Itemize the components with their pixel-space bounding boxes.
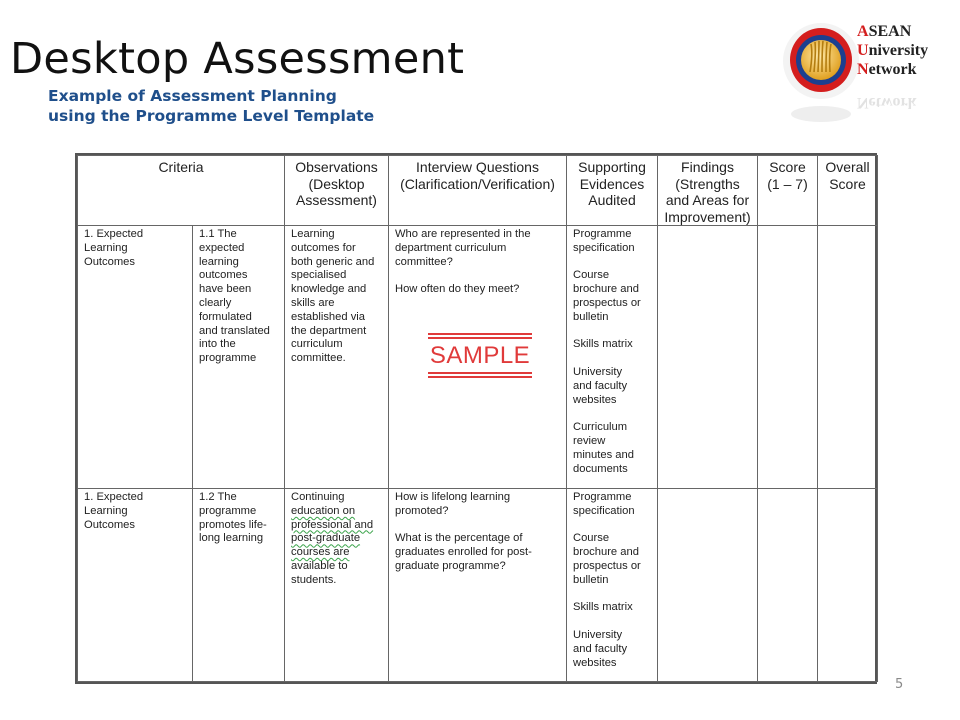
header-supporting-evidences: Supporting Evidences Audited xyxy=(567,156,658,226)
findings-cell xyxy=(658,226,758,489)
header-score: Score (1 – 7) xyxy=(758,156,818,226)
subtitle-line-2: using the Programme Level Template xyxy=(48,107,375,125)
evidences-cell: Programme specification Course brochure and prospectus or bulletin Skills matrix University and faculty websites Curriculum review minutes and documents xyxy=(567,226,658,489)
evidences-cell: Programme specification Course brochure and prospectus or bulletin Skills matrix University and faculty websites xyxy=(567,489,658,682)
table-row xyxy=(78,489,878,682)
header-overall-score: Overall Score xyxy=(818,156,878,226)
slide-title: Desktop Assessment xyxy=(10,34,465,84)
header-interview-questions: Interview Questions (Clarification/Verification) xyxy=(389,156,567,226)
subtitle-line-1: Example of Assessment Planning xyxy=(48,87,337,105)
assessment-table xyxy=(75,153,877,684)
table-header-row xyxy=(78,156,878,226)
criterion-cell: 1. Expected Learning Outcomes xyxy=(78,226,193,489)
criterion-cell: 1. Expected Learning Outcomes xyxy=(78,489,193,682)
questions-cell: How is lifelong learning promoted? What is the percentage of graduates enrolled for post- graduate programme? xyxy=(389,489,567,682)
overall-score-cell xyxy=(818,489,878,682)
header-observations: Observations (Desktop Assessment) xyxy=(285,156,389,226)
sample-stamp-text: SAMPLE xyxy=(429,342,531,369)
overall-score-cell xyxy=(818,226,878,489)
score-cell xyxy=(758,226,818,489)
page-number: 5 xyxy=(895,677,904,692)
score-cell xyxy=(758,489,818,682)
observations-cell: Learning outcomes for both generic and specialised knowledge and skills are established via the department curriculum committee. xyxy=(285,226,389,489)
slide-subtitle xyxy=(48,86,374,126)
observations-cell: Continuing education on professional and post-graduate courses are available to students. xyxy=(285,489,389,682)
sample-stamp xyxy=(428,333,532,379)
header-findings: Findings (Strengths and Areas for Improvement) xyxy=(658,156,758,226)
sub-criterion-cell: 1.2 The programme promotes life- long learning xyxy=(193,489,285,682)
header-criteria: Criteria xyxy=(78,156,285,226)
findings-cell xyxy=(658,489,758,682)
sub-criterion-cell: 1.1 The expected learning outcomes have been clearly formulated and translated into the programme xyxy=(193,226,285,489)
logo-wordmark: ASEAN University Network xyxy=(857,23,929,78)
logo-reflection: Network xyxy=(857,94,917,111)
questions-cell: Who are represented in the department curriculum committee? How often do they meet? xyxy=(389,226,567,489)
